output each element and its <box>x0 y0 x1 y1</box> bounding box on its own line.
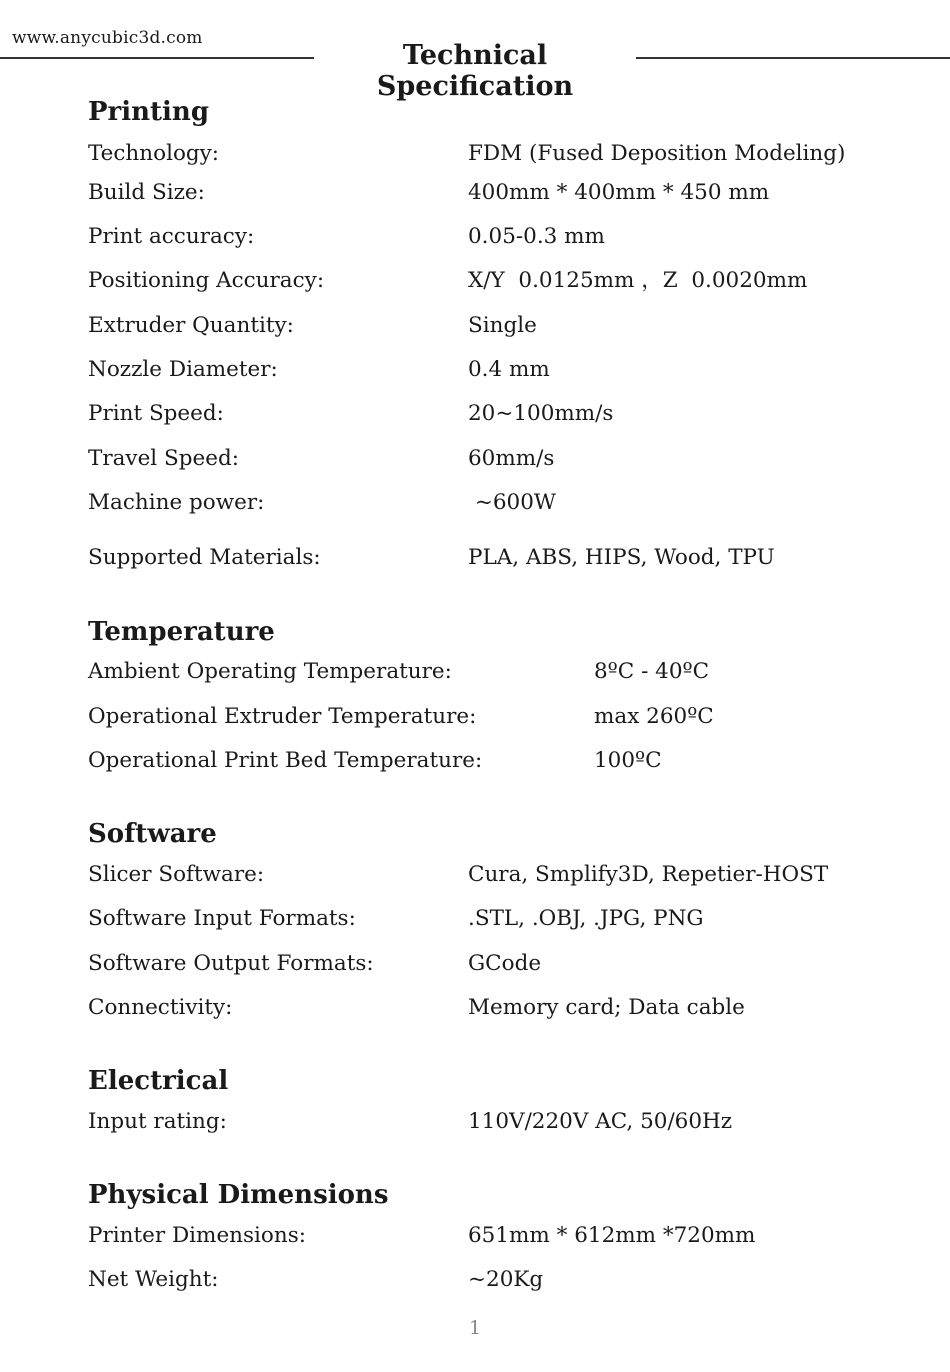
spec-label: Input rating: <box>88 1109 227 1134</box>
spec-label: Software Input Formats: <box>88 906 356 931</box>
document-title: Technical Specification <box>376 40 574 102</box>
spec-value: 651mm * 612mm *720mm <box>468 1223 756 1248</box>
spec-row-extruder-quantity <box>88 311 910 341</box>
spec-row-print-speed <box>88 399 910 429</box>
spec-label: Software Output Formats: <box>88 951 374 976</box>
spec-label: Build Size: <box>88 180 205 205</box>
spec-label: Supported Materials: <box>88 545 321 570</box>
spec-row-printer-dimensions <box>88 1221 910 1251</box>
spec-row-slicer-software <box>88 860 910 890</box>
header-rule-left <box>0 57 314 59</box>
spec-value: X/Y 0.0125mm ，Z 0.0020mm <box>468 268 808 293</box>
spec-label: Machine power: <box>88 490 265 515</box>
spec-label: Ambient Operating Temperature: <box>88 659 452 684</box>
spec-label: Technology: <box>88 141 220 166</box>
spec-label: Operational Print Bed Temperature: <box>88 748 483 773</box>
spec-value: ~600W <box>468 490 556 515</box>
spec-row-build-size <box>88 178 910 208</box>
section-title-software: Software <box>88 819 217 849</box>
spec-value: GCode <box>468 951 542 976</box>
section-title-temperature: Temperature <box>88 617 275 647</box>
spec-value: 8ºC - 40ºC <box>594 659 710 684</box>
spec-value: 0.4 mm <box>468 357 550 382</box>
spec-row-print-accuracy <box>88 222 910 252</box>
spec-label: Print Speed: <box>88 401 224 426</box>
spec-value: 400mm * 400mm * 450 mm <box>468 180 770 205</box>
spec-row-nozzle-diameter <box>88 355 910 385</box>
spec-row-bed-temperature <box>88 746 910 776</box>
section-title-printing: Printing <box>88 97 209 127</box>
spec-value: FDM (Fused Deposition Modeling) <box>468 141 846 166</box>
header-rule-right <box>636 57 950 59</box>
spec-value: 20~100mm/s <box>468 401 614 426</box>
spec-value: .STL, .OBJ, .JPG, PNG <box>468 906 704 931</box>
spec-row-positioning-accuracy <box>88 266 910 296</box>
spec-label: Positioning Accuracy: <box>88 268 325 293</box>
spec-label: Print accuracy: <box>88 224 255 249</box>
section-title-electrical: Electrical <box>88 1066 229 1096</box>
spec-value: 60mm/s <box>468 446 555 471</box>
spec-row-ambient-temperature <box>88 657 910 687</box>
spec-row-output-formats <box>88 949 910 979</box>
spec-row-machine-power <box>88 488 910 518</box>
spec-label: Travel Speed: <box>88 446 239 471</box>
spec-value: PLA, ABS, HIPS, Wood, TPU <box>468 545 775 570</box>
spec-label: Net Weight: <box>88 1267 219 1292</box>
spec-label: Extruder Quantity: <box>88 313 294 338</box>
spec-label: Operational Extruder Temperature: <box>88 704 477 729</box>
spec-row-input-formats <box>88 904 910 934</box>
spec-label: Connectivity: <box>88 995 233 1020</box>
spec-value: 110V/220V AC, 50/60Hz <box>468 1109 733 1134</box>
site-url: www.anycubic3d.com <box>12 28 203 48</box>
spec-row-connectivity <box>88 993 910 1023</box>
page-number: 1 <box>468 1317 482 1339</box>
spec-row-input-rating <box>88 1107 910 1137</box>
spec-row-technology <box>88 139 910 169</box>
spec-value: 100ºC <box>594 748 662 773</box>
spec-label: Slicer Software: <box>88 862 265 887</box>
spec-row-extruder-temperature <box>88 702 910 732</box>
section-title-physical-dimensions: Physical Dimensions <box>88 1180 389 1210</box>
spec-row-net-weight <box>88 1265 910 1295</box>
spec-value: Single <box>468 313 537 338</box>
spec-value: ~20Kg <box>468 1267 544 1292</box>
spec-value: 0.05-0.3 mm <box>468 224 605 249</box>
spec-value: Cura, Smplify3D, Repetier-HOST <box>468 862 829 887</box>
spec-value: max 260ºC <box>594 704 714 729</box>
spec-label: Nozzle Diameter: <box>88 357 278 382</box>
spec-label: Printer Dimensions: <box>88 1223 306 1248</box>
spec-value: Memory card; Data cable <box>468 995 745 1020</box>
spec-row-travel-speed <box>88 444 910 474</box>
spec-row-supported-materials <box>88 543 910 573</box>
